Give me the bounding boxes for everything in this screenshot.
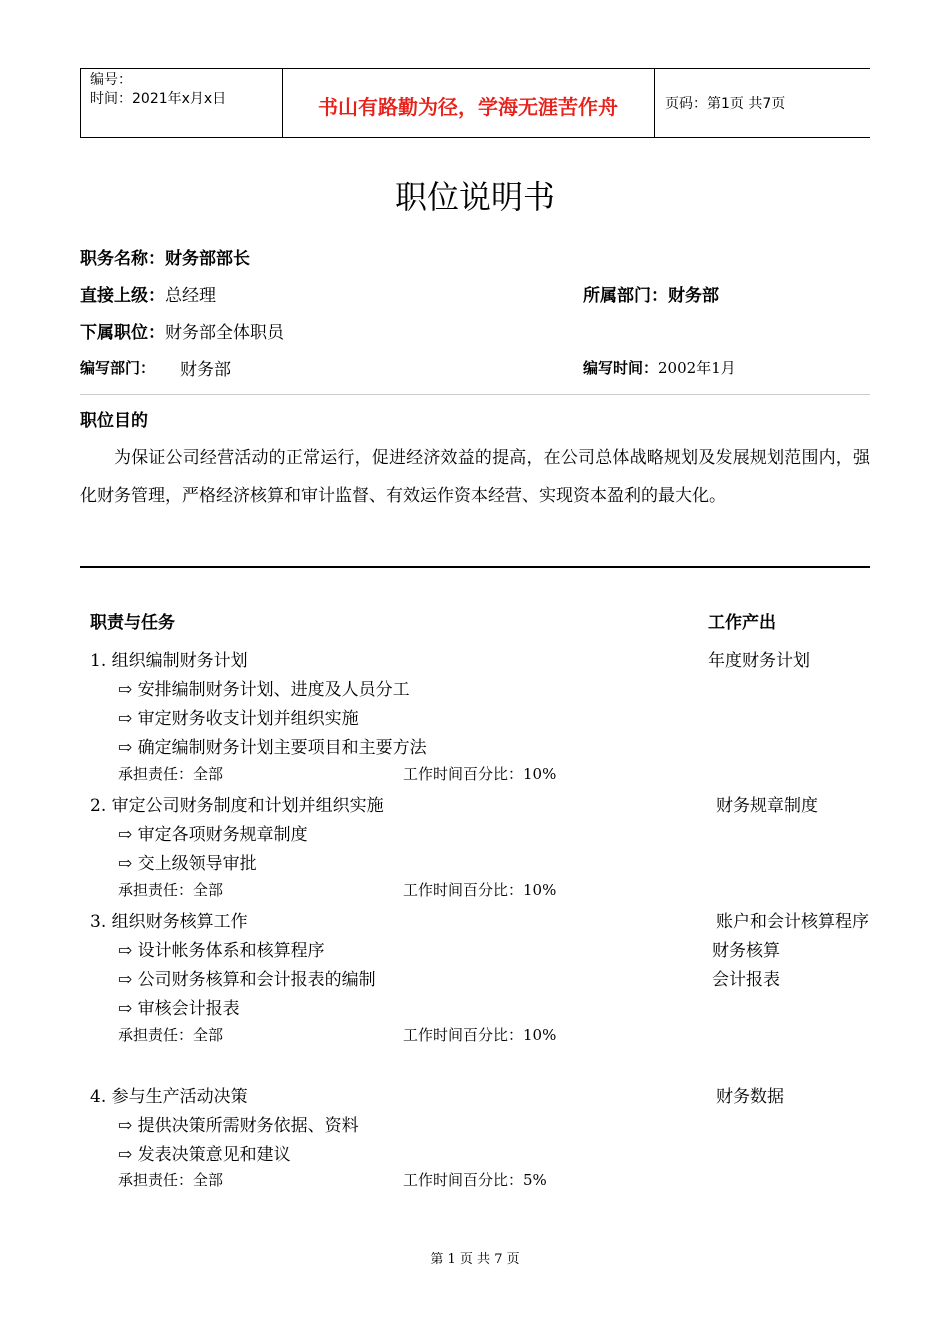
header-page-number: 页码：第1页 共7页 <box>665 96 786 112</box>
duty-output: 财务核算 <box>712 941 780 961</box>
duty-subtask: ⇨ 发表决策意见和建议 <box>118 1145 291 1165</box>
subordinate-value: 财务部全体职员 <box>165 323 284 343</box>
header-meta <box>90 71 226 109</box>
duty-time-percentage: 工作时间百分比：5% <box>403 1171 547 1189</box>
duty-output: 财务数据 <box>716 1087 784 1107</box>
purpose-text: 为保证公司经营活动的正常运行，促进经济效益的提高，在公司总体战略规划及发展规划范围内，强化财务管理，严格经济核算和审计监督、有效运作资本经营、实现资本盈利的最大化。 <box>80 448 870 506</box>
job-name-value: 财务部部长 <box>165 249 250 269</box>
writing-time-label: 编写时间： <box>583 359 659 377</box>
output-heading: 工作产出 <box>708 613 776 633</box>
superior-row <box>80 281 216 306</box>
job-name-row <box>80 244 250 269</box>
duty-title: 2. 审定公司财务制度和计划并组织实施 <box>90 796 384 816</box>
duty-subtask: ⇨ 确定编制财务计划主要项目和主要方法 <box>118 738 427 758</box>
duty-title: 4. 参与生产活动决策 <box>90 1087 248 1107</box>
duty-responsibility: 承担责任：全部 <box>118 765 224 783</box>
duty-responsibility: 承担责任：全部 <box>118 1171 224 1189</box>
writing-dept-value: 财务部 <box>180 360 231 380</box>
superior-value: 总经理 <box>165 286 216 306</box>
duty-output: 财务规章制度 <box>716 796 818 816</box>
duty-time-percentage: 工作时间百分比：10% <box>403 765 557 783</box>
writing-dept-label: 编写部门： <box>80 359 156 377</box>
duty-output: 会计报表 <box>712 970 780 990</box>
duty-subtask: ⇨ 设计帐务体系和核算程序 <box>118 941 325 961</box>
duty-title: 3. 组织财务核算工作 <box>90 912 248 932</box>
duty-responsibility: 承担责任：全部 <box>118 881 224 899</box>
writing-time-row <box>583 357 736 378</box>
duty-subtask: ⇨ 审定各项财务规章制度 <box>118 825 308 845</box>
job-name-label: 职务名称： <box>80 249 165 269</box>
duty-responsibility: 承担责任：全部 <box>118 1026 224 1044</box>
superior-label: 直接上级： <box>80 286 165 306</box>
department-value: 财务部 <box>668 286 719 306</box>
duty-output: 年度财务计划 <box>708 651 810 671</box>
duty-subtask: ⇨ 交上级领导审批 <box>118 854 257 874</box>
subordinate-row <box>80 318 284 343</box>
duties-heading: 职责与任务 <box>90 613 175 633</box>
duty-subtask: ⇨ 审定财务收支计划并组织实施 <box>118 709 359 729</box>
duty-time-percentage: 工作时间百分比：10% <box>403 1026 557 1044</box>
department-row <box>583 281 719 306</box>
purpose-heading: 职位目的 <box>80 411 148 431</box>
document-header <box>80 68 870 138</box>
duty-time-percentage: 工作时间百分比：10% <box>403 881 557 899</box>
header-motto: 书山有路勤为径，学海无涯苦作舟 <box>318 95 618 119</box>
section-divider <box>80 566 870 568</box>
page-footer: 第 1 页 共 7 页 <box>430 1252 520 1267</box>
info-divider <box>80 394 870 395</box>
date-label: 时间：2021年x月x日 <box>90 91 227 107</box>
header-divider <box>654 69 655 137</box>
duty-subtask: ⇨ 审核会计报表 <box>118 999 240 1019</box>
duty-subtask: ⇨ 安排编制财务计划、进度及人员分工 <box>118 680 410 700</box>
duty-title: 1. 组织编制财务计划 <box>90 651 248 671</box>
duty-subtask: ⇨ 公司财务核算和会计报表的编制 <box>118 970 376 990</box>
writing-time-value: 2002年1月 <box>658 359 736 377</box>
department-label: 所属部门： <box>583 286 668 306</box>
subordinate-label: 下属职位： <box>80 323 165 343</box>
header-divider <box>80 69 81 137</box>
page-title: 职位说明书 <box>394 178 555 216</box>
duty-output: 账户和会计核算程序 <box>716 912 869 932</box>
serial-label: 编号： <box>90 72 132 88</box>
duty-subtask: ⇨ 提供决策所需财务依据、资料 <box>118 1116 359 1136</box>
